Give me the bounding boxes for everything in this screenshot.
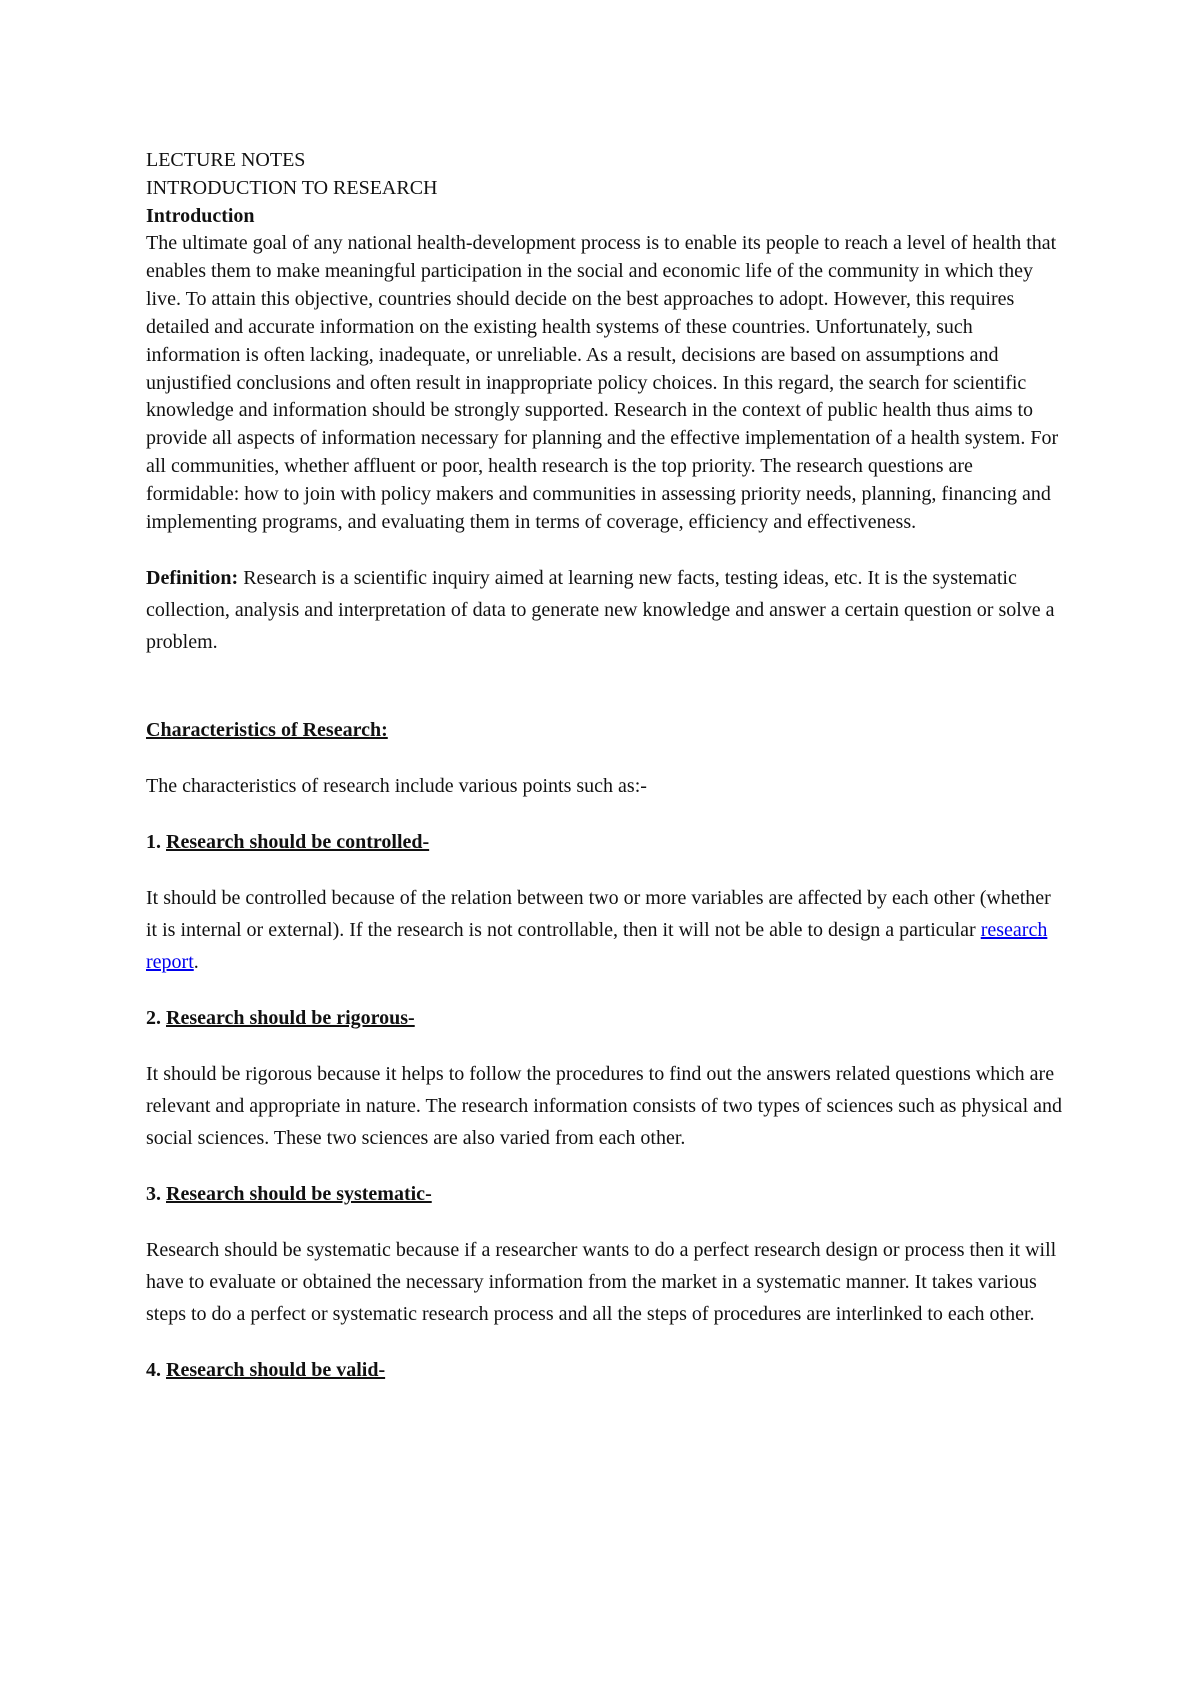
spacer (146, 858, 1066, 882)
spacer (146, 1154, 1066, 1178)
spacer (146, 978, 1066, 1002)
characteristic-number: 1. (146, 830, 166, 853)
characteristic-title: Research should be systematic- (166, 1182, 432, 1205)
document-title: INTRODUCTION TO RESEARCH (146, 177, 438, 199)
characteristic-number: 3. (146, 1182, 166, 1205)
introduction-heading: Introduction (146, 205, 255, 227)
spacer (146, 1330, 1066, 1354)
characteristic-title: Research should be valid- (166, 1358, 386, 1381)
characteristic-title: Research should be rigorous- (166, 1006, 415, 1029)
characteristic-body-2: It should be rigorous because it helps to follow the procedures to find out the answers related questions which are relevant and appropriate in nature. The research information consists of two types of sciences such as physical and social sciences. These two sciences are also varied from each other. (146, 1062, 1062, 1149)
characteristic-body-end: . (193, 950, 199, 973)
spacer (146, 1210, 1066, 1234)
spacer (146, 658, 1066, 714)
introduction-paragraph: The ultimate goal of any national health-development process is to enable its people to reach a level of health that enables them to make meaningful participation in the social and economic life of the community in which they live. To attain this objective, countries should decide on the best approaches to adopt. However, this requires detailed and accurate information on the existing health systems of these countries. Unfortunately, such information is often lacking, inadequate, or unreliable. As a result, decisions are based on assumptions and unjustified conclusions and often result in inappropriate policy choices. In this regard, the search for scientific knowledge and information should be strongly supported. Research in the context of public health thus aims to provide all aspects of information necessary for planning and the effective implementation of a health system. For all communities, whether affluent or poor, health research is the top priority. The research questions are formidable: how to join with policy makers and communities in assessing priority needs, planning, financing and implementing programs, and evaluating them in terms of coverage, efficiency and effectiveness. (146, 232, 1059, 534)
spacer (146, 1034, 1066, 1058)
characteristics-heading: Characteristics of Research: (146, 718, 388, 741)
characteristic-body-text: It should be controlled because of the relation between two or more variables are affected by each other (whether it is internal or external). If the research is not controllable, then it will not be able to design a particular (146, 886, 1051, 941)
characteristic-title: Research should be controlled- (166, 830, 430, 853)
spacer (146, 802, 1066, 826)
research-report-link[interactable]: research report (146, 918, 1048, 973)
characteristic-number: 2. (146, 1006, 166, 1029)
definition-label: Definition: (146, 566, 239, 589)
characteristics-intro: The characteristics of research include various points such as:- (146, 774, 647, 797)
characteristic-body-1 (146, 882, 1066, 978)
spacer (146, 746, 1066, 770)
document-content (146, 146, 1066, 1386)
characteristic-heading-1 (146, 826, 1066, 858)
characteristic-heading-3 (146, 1178, 1066, 1210)
definition-text: Research is a scientific inquiry aimed at learning new facts, testing ideas, etc. It is the systematic collection, analysis and interpretation of data to generate new knowledge and answer a certain question or solve a problem. (146, 566, 1055, 653)
spacer (146, 537, 1066, 562)
lecture-notes-title: LECTURE NOTES (146, 149, 306, 171)
characteristic-heading-4 (146, 1354, 1066, 1386)
characteristic-heading-2 (146, 1002, 1066, 1034)
characteristic-number: 4. (146, 1358, 166, 1381)
characteristic-body-3: Research should be systematic because if a researcher wants to do a perfect research design or process then it will have to evaluate or obtained the necessary information from the market in a systematic manner. It takes various steps to do a perfect or systematic research process and all the steps of procedures are interlinked to each other. (146, 1238, 1057, 1325)
definition-paragraph (146, 562, 1066, 658)
